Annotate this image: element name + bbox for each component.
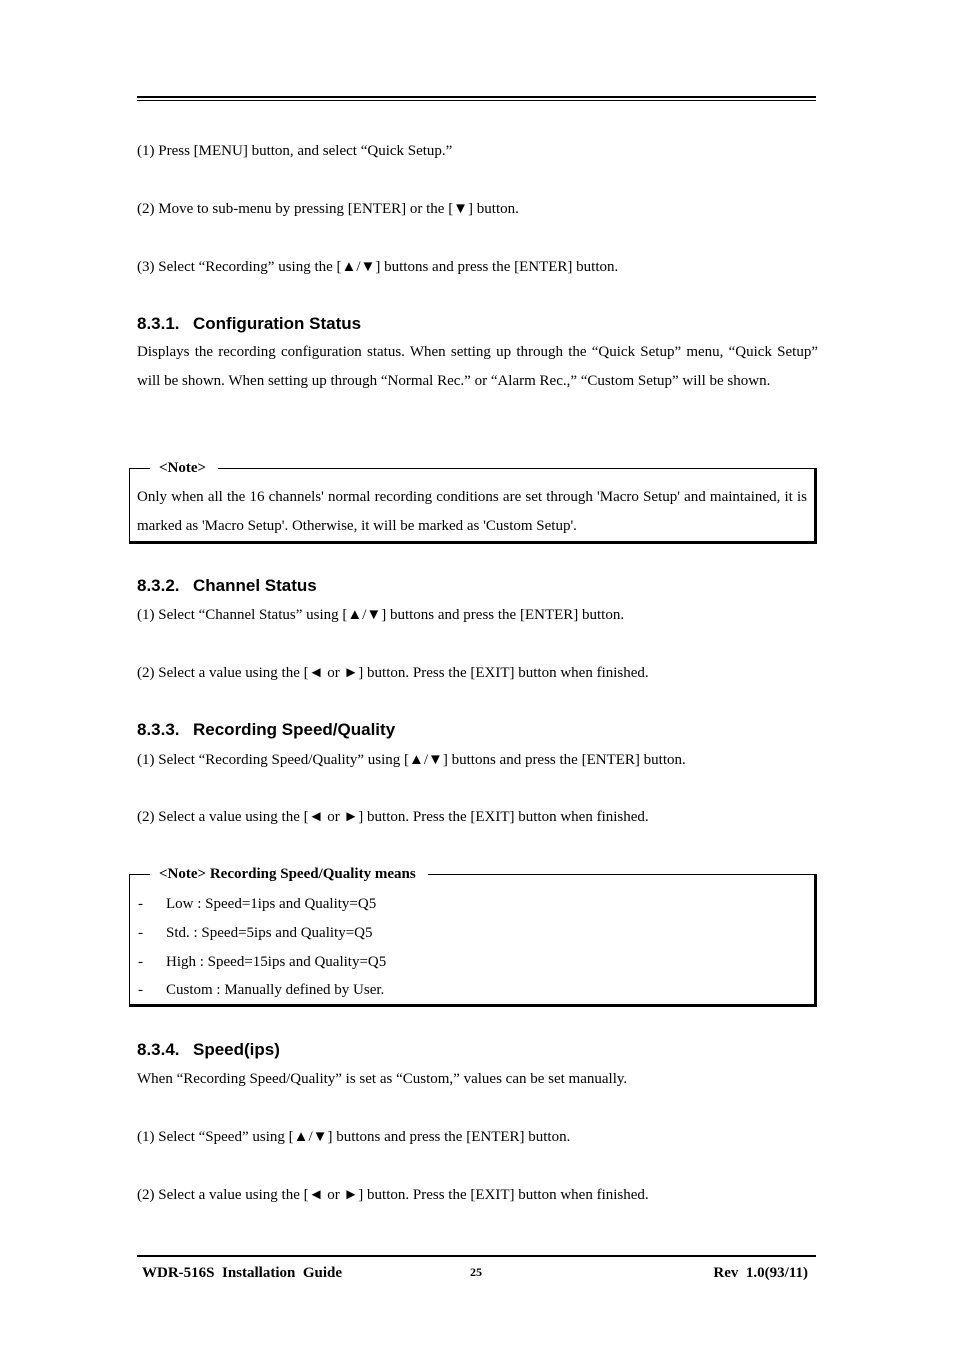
note-list-item	[138, 924, 373, 942]
list-item-text: Std. : Speed=5ips and Quality=Q5	[166, 925, 373, 941]
section-title: Speed(ips)	[193, 1040, 280, 1059]
note-box-configuration	[129, 460, 817, 544]
list-bullet: -	[138, 925, 143, 941]
list-item-text: Low : Speed=1ips and Quality=Q5	[166, 896, 377, 912]
section-number: 8.3.2.	[137, 576, 180, 595]
speed-step-1: (1) Select “Speed” using [▲/▼] buttons and press the [ENTER] button.	[137, 1129, 571, 1145]
header-rule-thin	[137, 100, 816, 101]
section-title: Recording Speed/Quality	[193, 720, 396, 739]
speed-body: When “Recording Speed/Quality” is set as “Custom,” values can be set manually.	[137, 1071, 628, 1087]
section-heading-8-3-1	[137, 314, 361, 334]
note-list-item	[138, 953, 386, 971]
footer-rule	[137, 1255, 816, 1257]
footer-page-number: 25	[470, 1265, 482, 1279]
section-heading-8-3-4	[137, 1040, 280, 1060]
section-title: Configuration Status	[193, 314, 362, 333]
speed-step-2: (2) Select a value using the [◄ or ►] button. Press the [EXIT] button when finished.	[137, 1187, 649, 1203]
intro-step-2: (2) Move to sub-menu by pressing [ENTER] or the [▼] button.	[137, 201, 519, 217]
list-bullet: -	[138, 954, 143, 970]
note-list-item	[138, 981, 384, 999]
list-item-text: Custom : Manually defined by User.	[166, 982, 385, 998]
list-bullet: -	[138, 896, 143, 912]
section-body-8-3-1: Displays the recording configuration status. When setting up through the “Quick Setup” menu, “Quick Setup” will be shown. When setting up through “Normal Rec.” or “Alarm Rec.,” “Custom Setup” will be shown.	[137, 344, 818, 389]
header-rule-thick	[137, 96, 816, 98]
speed-quality-step-1: (1) Select “Recording Speed/Quality” using [▲/▼] buttons and press the [ENTER] button.	[137, 752, 686, 768]
section-number: 8.3.1.	[137, 314, 180, 333]
channel-step-1: (1) Select “Channel Status” using [▲/▼] buttons and press the [ENTER] button.	[137, 607, 625, 623]
note-label: <Note> Recording Speed/Quality means	[150, 865, 428, 883]
footer-revision: Rev 1.0(93/11)	[713, 1265, 808, 1281]
list-bullet: -	[138, 982, 143, 998]
speed-quality-step-2: (2) Select a value using the [◄ or ►] button. Press the [EXIT] button when finished.	[137, 809, 649, 825]
section-heading-8-3-2	[137, 576, 317, 596]
note-text: Only when all the 16 channels' normal recording conditions are set through 'Macro Setup' and maintained, it is marked as 'Macro Setup'. Otherwise, it will be marked as 'Custom Setup'.	[137, 489, 807, 534]
section-number: 8.3.4.	[137, 1040, 180, 1059]
section-title: Channel Status	[193, 576, 317, 595]
note-list-item	[138, 895, 376, 913]
note-box-speed-quality	[129, 866, 817, 1007]
section-number: 8.3.3.	[137, 720, 180, 739]
footer-document-title: WDR-516S Installation Guide	[142, 1265, 343, 1281]
note-label: <Note>	[150, 459, 218, 477]
intro-step-3: (3) Select “Recording” using the [▲/▼] buttons and press the [ENTER] button.	[137, 259, 619, 275]
channel-step-2: (2) Select a value using the [◄ or ►] button. Press the [EXIT] button when finished.	[137, 665, 649, 681]
section-heading-8-3-3	[137, 720, 395, 740]
intro-step-1: (1) Press [MENU] button, and select “Quick Setup.”	[137, 143, 453, 159]
list-item-text: High : Speed=15ips and Quality=Q5	[166, 954, 387, 970]
